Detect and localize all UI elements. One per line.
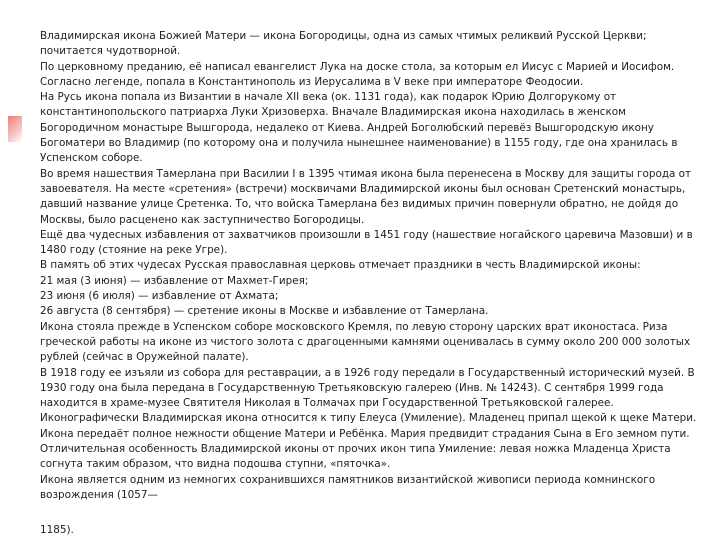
paragraph-arrival-rus: На Русь икона попала из Византии в начале XII века (ок. 1131 года), как подарок Юрию Долгорукому от константинопольского патриарха Луки Хризоверха. Вначале Владимирская икона находилась в женском Богородичном монастыре Вышгорода, недалеко от Киева. Андрей Боголюбский перевёз Вышгородскую икону Богоматери во Владимир (по которому она и получила нынешнее наименование) в 1155 году, где она хранилась в Успенском соборе. — [40, 91, 678, 165]
feast-august-26: 26 августа (8 сентября) — сретение иконы в Москве и избавление от Тамерлана. — [40, 305, 489, 318]
paragraph-last-line: 1185). — [40, 524, 74, 537]
paragraph-intro: Владимирская икона Божией Матери — икона Богородицы, одна из самых чтимых реликвий Русской Церкви; почитается чудотворной. — [40, 30, 647, 58]
paragraph-legend-constantinople: Согласно легенде, попала в Константинополь из Иерусалима в V веке при императоре Феодосии. — [40, 75, 584, 88]
paragraph-byzantine: Икона является одним из немногих сохранившихся памятников византийской живописи периода комнинского возрождения (1057— — [40, 473, 656, 501]
paragraph-feasts-intro: В память об этих чудесах Русская православная церковь отмечает праздники в честь Владимирской иконы: — [40, 259, 641, 272]
text-gap — [40, 503, 700, 523]
feast-june-23: 23 июня (6 июля) — избавление от Ахмата; — [40, 290, 279, 303]
paragraph-legend-luke: По церковному преданию, её написал евангелист Лука на доске стола, за которым ел Иисус с Марией и Иосифом. — [40, 60, 675, 73]
article-text — [40, 29, 700, 539]
paragraph-deliverances: Ещё два чудесных избавления от захватчиков произошли в 1451 году (нашествие ногайского царевича Мазовши) и в 1480 году (стояние на реке Угре). — [40, 228, 693, 257]
paragraph-distinction: Отличительная особенность Владимирской иконы от прочих икон типа Умиление: левая ножка Младенца Христа согнута таким образом, что видна подошва ступни, «пяточка». — [40, 443, 671, 471]
feast-may-21: 21 мая (3 июня) — избавление от Махмет-Гирея; — [40, 274, 309, 287]
paragraph-museum: В 1918 году ее изъяли из собора для реставрации, а в 1926 году передали в Государственный исторический музей. В 1930 году она была передана в Государственную Третьяковскую галерею (Инв. № 14243). С сентября 1999 года находится в храме-музее Святителя Николая в Толмачах при Государственной Третьяковской галерее. — [40, 366, 695, 410]
paragraph-iconography: Иконографически Владимирская икона относится к типу Елеуса (Умиление). Младенец припал щекой к щеке Матери. Икона передаёт полное нежности общение Матери и Ребёнка. Мария предвидит страдания Сына в Его земном пути. — [40, 412, 697, 440]
paragraph-tamerlane: Во время нашествия Тамерлана при Василии I в 1395 чтимая икона была перенесена в Москву для защиты города от завоевателя. На месте «сретения» (встречи) москвичами Владимирской иконы был основан Сретенский монастырь, давший название улице Сретенка. То, что войска Тамерлана без видимых причин повернули обратно, не дойдя до Москвы, было расценено как заступничество Богородицы. — [40, 167, 692, 226]
red-corner-accent — [8, 116, 22, 142]
paragraph-cathedral: Икона стояла прежде в Успенском соборе московского Кремля, по левую сторону царских врат иконостаса. Риза греческой работы на иконе из чистого золота с драгоценными камнями оценивалась в сумму около 200 000 золотых рублей (сейчас в Оружейной палате). — [40, 320, 691, 364]
